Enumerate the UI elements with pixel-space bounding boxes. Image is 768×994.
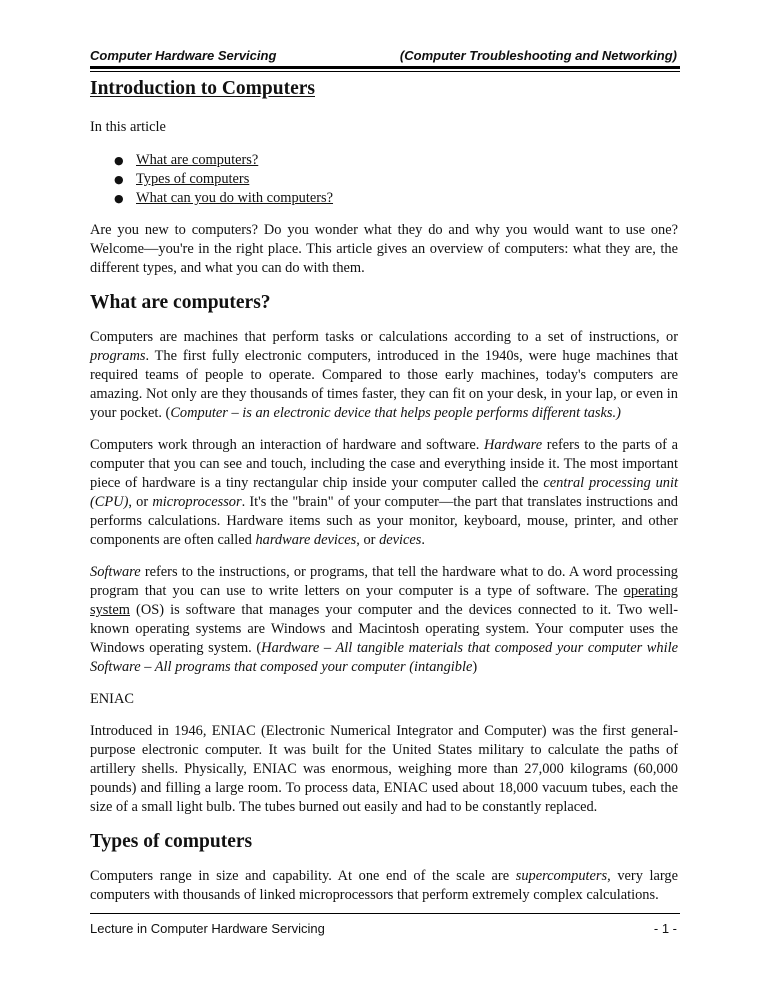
footer-left-text: Lecture in Computer Hardware Servicing (90, 920, 325, 936)
paragraph-software (90, 563, 678, 677)
text-run: . (421, 532, 426, 548)
intro-paragraph: Are you new to computers? Do you wonder what they do and why you would want to use one? Welcome—you're in the right place. This article gives an overview of computers: what they are, the different types, and what you can do with them. (90, 222, 678, 276)
bullet-icon: ● (114, 173, 124, 186)
text-run-italic: Software (90, 564, 141, 580)
article-contents-list (90, 151, 678, 208)
in-this-article-label: In this article (90, 119, 166, 135)
text-run: . The first fully electronic computers, introduced in the 1940s, were huge machines that required teams of people to operate. Compared to those early machines, today's computers are amazing. Not only are they thousands of times faster, they can fit on your desk, in your lap, or even in your pocket. ( (90, 348, 678, 421)
header-left-text: Computer Hardware Servicing (90, 47, 277, 63)
text-run: , very large computers with thousands of linked microprocessors that perform extremely complex calculations. (90, 868, 678, 903)
section-heading-types-of-computers: Types of computers (90, 831, 253, 852)
paragraph-hardware (90, 436, 678, 550)
text-run: refers to the instructions, or programs, that tell the hardware what to do. A word processing program that you can use to write letters on your computer is a type of software. The (90, 564, 678, 599)
text-run-italic: supercomputers (515, 868, 608, 884)
text-run-italic: Computer – is an electronic device that helps people performs different tasks.) (170, 405, 621, 421)
page-number: - 1 - (653, 920, 677, 936)
list-item (90, 151, 678, 170)
text-run: , or (128, 494, 153, 510)
text-run-italic: programs (90, 348, 146, 364)
operating-system-link[interactable]: operating system (90, 583, 678, 618)
text-run: ) (472, 659, 478, 675)
text-run: refers to the parts of a computer that you can see and touch, including the case and everything inside it. The most important piece of hardware is a tiny rectangular chip inside your computer called the (90, 437, 678, 491)
footer-rule (90, 913, 680, 914)
paragraph-computer-types (90, 867, 678, 905)
text-run: . It's the "brain" of your computer—the part that translates instructions and performs calculations. Hardware items such as your monitor, keyboard, mouse, printer, and other components are often called (90, 494, 678, 548)
bullet-icon: ● (114, 154, 124, 167)
paragraph-eniac: Introduced in 1946, ENIAC (Electronic Numerical Integrator and Computer) was the first general-purpose electronic computer. It was built for the United States military to calculate the paths of artillery shells. Physically, ENIAC was enormous, weighing more than 27,000 kilograms (60,000 pounds) and filling a large room. To process data, ENIAC used about 18,000 vacuum tubes, each the size of a small light bulb. The tubes burned out easily and had to be constantly replaced. (90, 723, 678, 815)
text-run: (OS) is software that manages your computer and the devices connected to it. Two well-known operating systems are Windows and Macintosh operating system. Your computer uses the Windows operating system. ( (90, 602, 678, 656)
list-item (90, 189, 678, 208)
text-run: Computers range in size and capability. At one end of the scale are (90, 868, 516, 884)
eniac-label: ENIAC (90, 691, 134, 707)
document-body (90, 76, 678, 905)
section-heading-what-are-computers: What are computers? (90, 292, 271, 313)
toc-link-types-of-computers[interactable]: Types of computers (136, 171, 250, 187)
text-run-italic: central processing unit (CPU) (90, 475, 678, 510)
text-run-italic: devices (379, 532, 422, 548)
toc-link-what-can-you-do[interactable]: What can you do with computers? (136, 190, 334, 206)
header-rule (90, 66, 680, 69)
running-header (90, 44, 680, 66)
text-run-italic: Hardware (484, 437, 543, 453)
text-run: Computers work through an interaction of hardware and software. (90, 437, 485, 453)
paragraph-computers-definition (90, 328, 678, 423)
text-run-italic: microprocessor (152, 494, 242, 510)
text-run: Computers are machines that perform tasks or calculations according to a set of instructions, or (90, 329, 678, 345)
list-item (90, 170, 678, 189)
bullet-icon: ● (114, 192, 124, 205)
header-right-text: (Computer Troubleshooting and Networking) (399, 47, 677, 63)
header-rule-thin (90, 71, 680, 72)
text-run-italic: hardware devices (255, 532, 357, 548)
toc-link-what-are-computers[interactable]: What are computers? (136, 152, 259, 168)
running-footer (90, 918, 680, 938)
page-title: Introduction to Computers (90, 78, 315, 99)
text-run: , or (356, 532, 380, 548)
text-run-italic: Hardware – All tangible materials that composed your computer while Software – All programs that composed your computer (intangible (90, 640, 678, 675)
